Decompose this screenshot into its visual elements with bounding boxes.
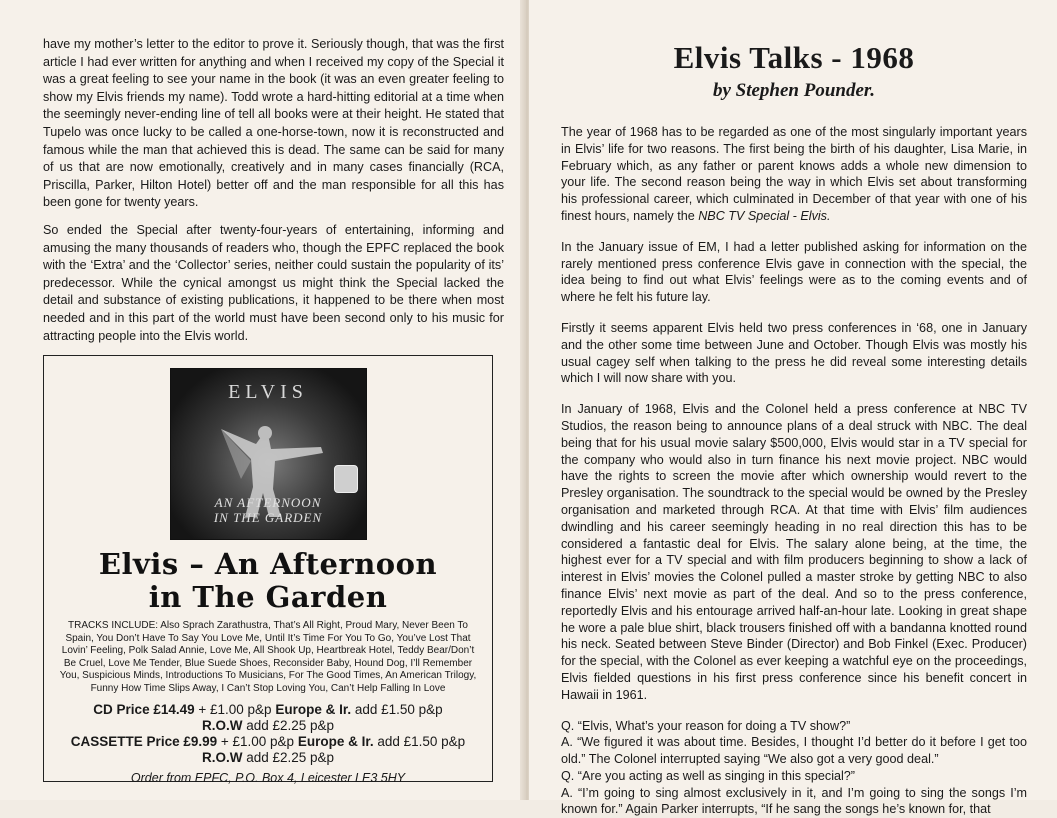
album-cover-subtitle-line1: AN AFTERNOON [214, 495, 322, 511]
elvis-thumbnail-icon [334, 465, 358, 493]
qa-line: Q. “Elvis, What’s your reason for doing a TV show?” [561, 718, 851, 733]
right-page [529, 0, 1057, 817]
cassette-pp: + £1.00 p&p [217, 733, 298, 749]
qa-line: A. “I’m going to sing almost exclusively in it, and I’m going to sing the songs I’m known for.” Again Parker interrupts, “If he sang the songs he’s known for, that [561, 785, 1027, 817]
left-paragraph-2: So ended the Special after twenty-four-years of entertaining, informing and amusing the many thousands of readers who, though the EPFC replaced the book with the ‘Extra’ and the ‘Collector’ series, neither could sustain the popularity of its’ predecessor. While the cynical amongst us might think the Special lacked the detail and substance of existing publications, it happened to be there when most needed and in this part of the world must have been second only to his music for attracting people into the Elvis world. [43, 222, 504, 343]
album-cover-title: ELVIS [228, 381, 308, 404]
cd-price-block [58, 702, 478, 734]
album-cover-subtitle-line2: IN THE GARDEN [213, 510, 323, 526]
album-cover-subtitle [171, 495, 366, 525]
cassette-row-label: R.O.W [201, 749, 243, 765]
cassette-price-block [58, 734, 478, 766]
article-title: Elvis Talks - 1968 [673, 40, 915, 75]
article-paragraph-3: Firstly it seems apparent Elvis held two press conferences in ‘68, one in January and the other some time between June and October. Though Elvis was mostly his usual cagey self when talking to the press he did reveal some interesting details which I will now share with you. [561, 320, 1027, 386]
album-cover [170, 368, 367, 540]
cassette-row-pp: add £2.25 p&p [242, 749, 335, 765]
track-list: TRACKS INCLUDE: Also Sprach Zarathustra, That’s All Right, Proud Mary, Never Been To Spain, You Don’t Have To Say You Love Me, Until It’s Time For You To Go, You’ve Lost That Lovin’ Feeling, Polk Salad Annie, Love Me, All Shook Up, Heartbreak Hotel, Teddy Bear/Don’t Be Cruel, Love Me Tender, Blue Suede Shoes, Reconsider Baby, Hound Dog, I’ll Remember You, Suspicious Minds, Introductions To Musicians, For The Good Times, An American Trilogy, Funny How Time Slips Away, I Can’t Stop Loving You, Can’t Help Falling In Love [59, 620, 477, 695]
advert-headline-line2: in The Garden [148, 580, 388, 615]
left-page [0, 0, 524, 800]
advert-headline-line1: Elvis – An Afternoon [98, 547, 438, 582]
cd-price-label: CD Price £14.49 [93, 701, 195, 717]
left-paragraph-1: have my mother’s letter to the editor to prove it. Seriously though, that was the first article I had ever written for anything and when I received my copy of the Special it was a great feeling to see your name in the book (it was an even greater feeling to show my Elvis friends my name). Todd wrote a hard-hitting editorial at a time when the seemingly never-ending line of tell all books were at their height. He stated that Tupelo was once lucky to be called a one-horse-town, now it is reconstructed and famous while the man that achieved this is dead. The same can be said for many of us that are now emotionally, creatively and in many cases financially (RCA, Priscilla, Parker, Hilton Hotel) better off and the man responsible for all this has been gone for twenty years. [43, 37, 504, 210]
cd-row-pp: add £2.25 p&p [242, 717, 335, 733]
cd-europe-pp: add £1.50 p&p [351, 701, 443, 717]
cd-advert [43, 355, 493, 785]
cd-europe-label: Europe & Ir. [275, 701, 352, 717]
order-address: Order from EPFC, P.O. Box 4, Leicester LE3 5HY [130, 770, 406, 785]
cassette-europe-label: Europe & Ir. [297, 733, 374, 749]
qa-line: Q. “Are you acting as well as singing in this special?” [561, 768, 855, 783]
qa-line: A. “We figured it was about time. Besides, I thought I’d better do it before I get too old.” The Colonel interrupted saying “We also got a very good deal.” [561, 735, 1027, 767]
cassette-price-label: CASSETTE Price £9.99 [70, 733, 218, 749]
cd-pp: + £1.00 p&p [194, 701, 276, 717]
cd-row-label: R.O.W [201, 717, 243, 733]
cassette-europe-pp: add £1.50 p&p [373, 733, 466, 749]
article-paragraph-2: In the January issue of EM, I had a letter published asking for information on the rarely mentioned press conference Elvis gave in connection with the special, the idea being to find out what Elvis’ feelings were as to the coming events and of where he felt his future lay. [561, 239, 1027, 305]
article-byline: by Stephen Pounder. [712, 80, 876, 101]
article-paragraph-1-text: The year of 1968 has to be regarded as one of the most singularly important years in Elvis’ life for two reasons. The first being the birth of his daughter, Lisa Marie, in February which, as any father or parent knows adds a whole new dimension to your life. The second reason being the way in which Elvis set about transforming his professional career, which culminated in December of that year with one of his finest hours, namely the [561, 125, 1027, 223]
advert-headline [54, 548, 482, 614]
article-paragraph-4: In January of 1968, Elvis and the Colonel held a press conference at NBC TV Studios, the reason being to announce plans of a deal struck with NBC. The deal being that for his usual movie salary $500,000, Elvis would star in a TV special for the company who would also in turn finance his next movie project. NBC would have the rights to screen the movie after which ownership would revert to the Presley organisation. The soundtrack to the special would be owned by the Presley organisation and marketed through RCA. At that time with Elvis’ film audiences dwindling and his career seemingly heading in no real direction this has to be considered a fantastic deal for Elvis. The salary alone being, at the time, the highest ever for a TV special and with film producers beginning to show a lack of interest in Elvis’ movies the Colonel pulled a master stroke by getting NBC to also finance Elvis’ next movie as part of the deal. And so to the press conference, reportedly Elvis and his entourage arrived half-an-hour late. Looking in great shape he wore a pale blue shirt, black trousers finished off with a bandanna knotted round his neck. Seated between Steve Binder (Director) and Bob Finkel (Exec. Producer) for the special, with the Colonel as ever keeping a watchful eye on the proceedings, Elvis fielded questions in his first press conference since his benefit concert in Hawaii in 1961. [561, 402, 1027, 702]
article-paragraph-1-italic: NBC TV Special - Elvis. [698, 208, 831, 223]
article-paragraph-1 [561, 124, 1027, 225]
